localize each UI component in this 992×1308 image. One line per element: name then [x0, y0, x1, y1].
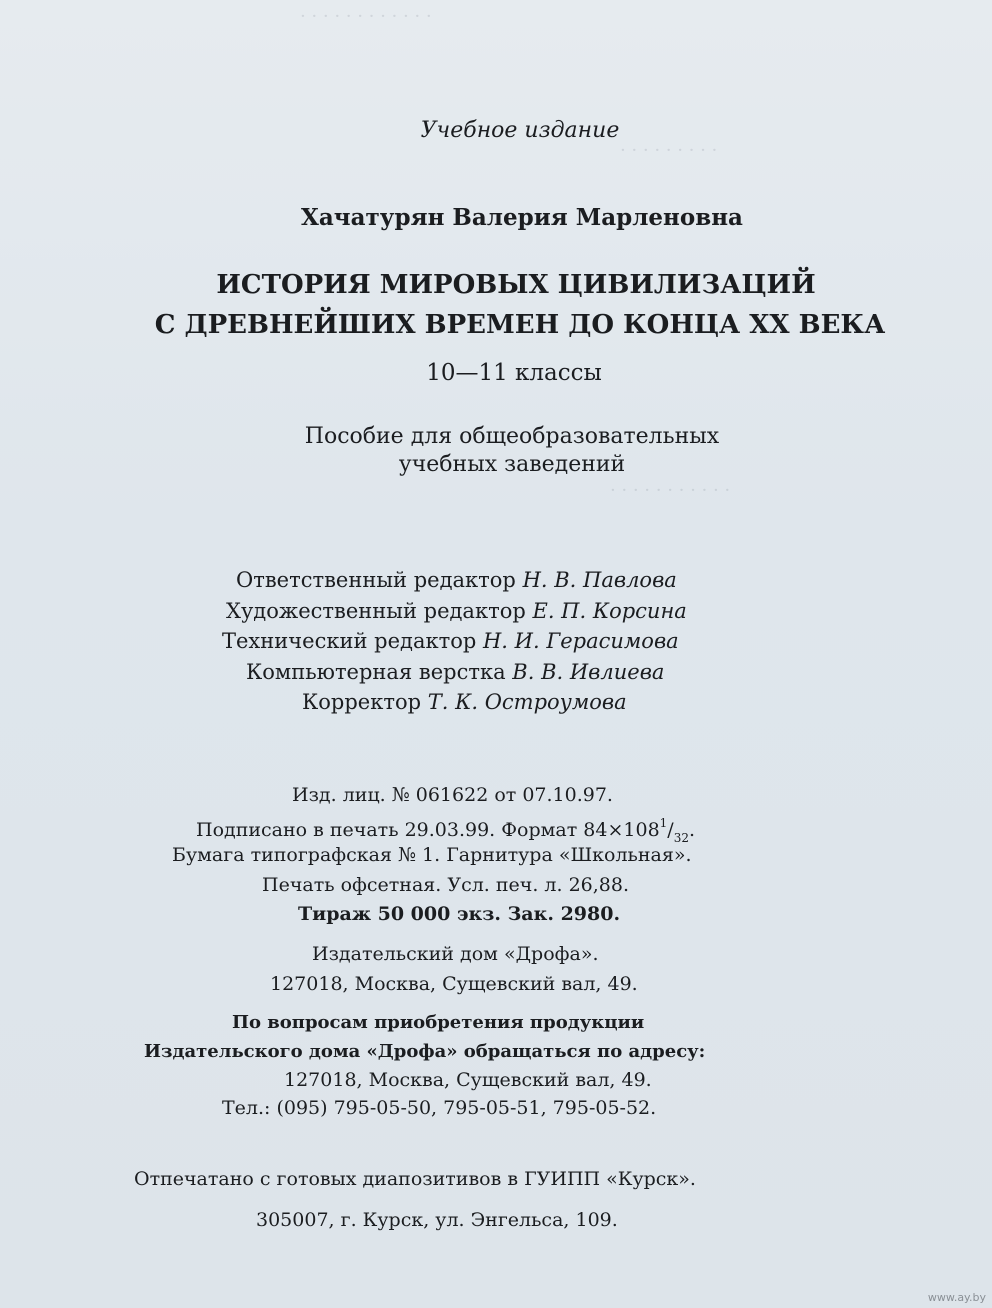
contact-line-2: Издательского дома «Дрофа» обращаться по адресу:	[144, 1041, 706, 1062]
show-through-text: · · · · · · · · · · ·	[610, 480, 731, 501]
staff-name: Н. В. Павлова	[522, 568, 677, 592]
contact-line-1: По вопросам приобретения продукции	[232, 1012, 645, 1033]
show-through-text: · · · · · · · · · · · ·	[300, 6, 432, 27]
staff-row	[222, 631, 679, 652]
paper-and-typeface: Бумага типографская № 1. Гарнитура «Школьная».	[172, 844, 692, 866]
staff-row	[302, 692, 627, 713]
staff-row	[226, 601, 687, 622]
circulation: Тираж 50 000 экз. Зак. 2980.	[298, 903, 621, 925]
staff-role: Художественный редактор	[226, 599, 526, 623]
publishing-license: Изд. лиц. № 061622 от 07.10.97.	[292, 784, 613, 806]
signed-for-print-text: Подписано в печать 29.03.99. Формат 84×108	[196, 819, 660, 841]
contact-address: 127018, Москва, Сущевский вал, 49.	[284, 1069, 652, 1091]
staff-role: Технический редактор	[222, 629, 477, 653]
printer-address: 305007, г. Курск, ул. Энгельса, 109.	[256, 1209, 618, 1231]
edition-type: Учебное издание	[420, 118, 620, 143]
staff-name: Т. К. Остроумова	[427, 690, 627, 714]
watermark: www.ay.by	[927, 1291, 986, 1304]
staff-name: Е. П. Корсина	[532, 599, 687, 623]
staff-role: Корректор	[302, 690, 422, 714]
book-title-line-2: С ДРЕВНЕЙШИХ ВРЕМЕН ДО КОНЦА XX ВЕКА	[154, 310, 886, 340]
purpose-line-1: Пособие для общеобразовательных	[304, 424, 720, 449]
purpose-line-2: учебных заведений	[398, 452, 626, 477]
author-name: Хачатурян Валерия Марленовна	[301, 204, 743, 231]
staff-row	[236, 570, 677, 591]
format-separator: /	[667, 819, 674, 841]
format-numerator: 1	[659, 816, 668, 830]
staff-role: Компьютерная верстка	[246, 660, 506, 684]
format-denominator: 32	[673, 831, 689, 845]
staff-name: Н. И. Герасимова	[482, 629, 679, 653]
publisher-name: Издательский дом «Дрофа».	[312, 943, 599, 965]
staff-name: В. В. Ивлиева	[512, 660, 665, 684]
signed-for-print	[196, 817, 695, 844]
printing-method: Печать офсетная. Усл. печ. л. 26,88.	[262, 874, 630, 896]
grades: 10—11 классы	[426, 360, 602, 386]
book-title-line-1: ИСТОРИЯ МИРОВЫХ ЦИВИЛИЗАЦИЙ	[216, 270, 816, 300]
contact-phones: Тел.: (095) 795-05-50, 795-05-51, 795-05-52.	[222, 1097, 657, 1119]
printer-line-1: Отпечатано с готовых диапозитивов в ГУИПП «Курск».	[134, 1168, 696, 1190]
staff-role: Ответственный редактор	[236, 568, 516, 592]
publisher-address: 127018, Москва, Сущевский вал, 49.	[270, 973, 638, 995]
show-through-text: · · · · · · · · ·	[620, 140, 718, 161]
staff-row	[246, 662, 664, 683]
signed-for-print-end: .	[688, 819, 696, 841]
